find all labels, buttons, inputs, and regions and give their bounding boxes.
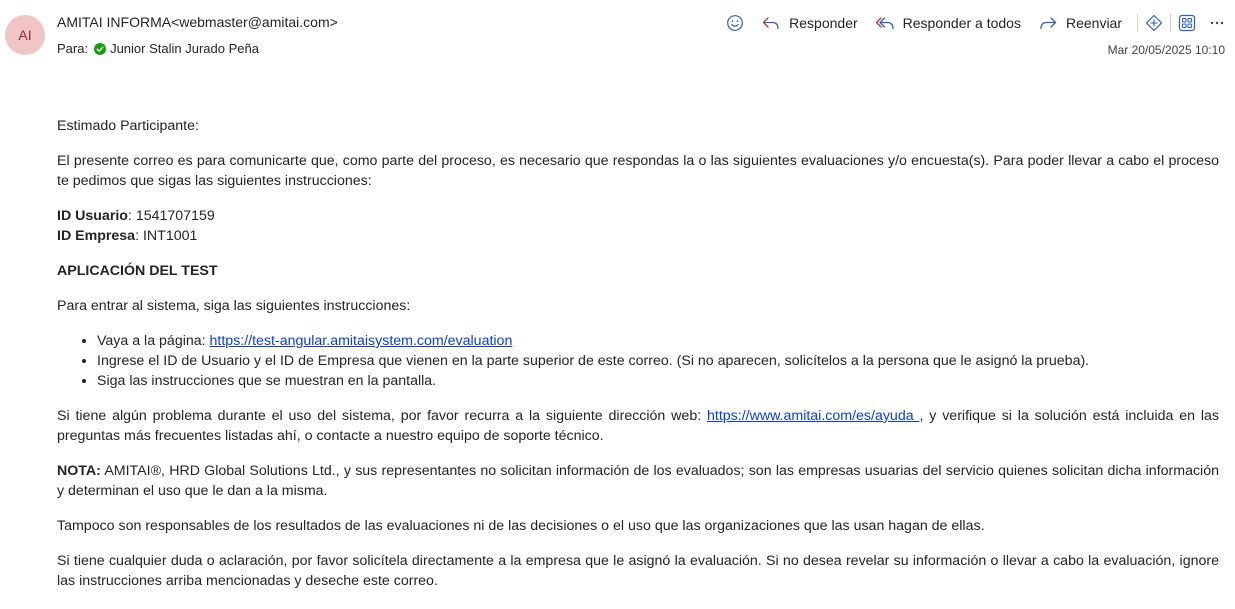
greeting: Estimado Participante: (57, 118, 199, 134)
help-link[interactable]: https://www.amitai.com/es/ayuda (707, 408, 920, 424)
list-item (97, 331, 1219, 351)
responsibility-paragraph: Tampoco son responsables de los resultados de las evaluaciones ni de las decisiones o el uso que las organizaciones que las usan hagan de ellas. (57, 518, 985, 534)
support-paragraph (57, 406, 1219, 446)
company-id-label: ID Empresa (57, 228, 136, 244)
recipient-name[interactable]: Junior Stalin Jurado Peña (110, 41, 259, 56)
instructions-intro: Para entrar al sistema, siga las siguientes instrucciones: (57, 298, 411, 314)
intro-paragraph: El presente correo es para comunicarte que, como parte del proceso, es necesario que respondas la o las siguientes evaluaciones y/o encuesta(s). Para poder llevar a cabo el proceso te pedimos que sigas las siguientes instrucciones: (57, 153, 1219, 189)
sender-avatar[interactable]: AI (5, 15, 45, 55)
sender-name[interactable]: AMITAI INFORMA<webmaster@amitai.com> (57, 14, 338, 30)
message-date: Mar 20/05/2025 10:10 (1107, 43, 1225, 57)
credentials-block (57, 206, 1219, 246)
reply-all-icon (875, 15, 895, 31)
more-actions-button[interactable] (1209, 15, 1225, 31)
to-label: Para: (57, 41, 89, 56)
email-body (57, 116, 1219, 606)
apps-button[interactable] (1178, 14, 1196, 32)
note-label: NOTA: (57, 463, 101, 479)
company-id-value: : INT1001 (135, 228, 198, 244)
section-title-text: APLICACIÓN DEL TEST (57, 263, 218, 279)
note-paragraph (57, 461, 1219, 501)
list-item: • Siga las instrucciones que se muestran en la pantalla. (97, 371, 1219, 391)
recipient-line (57, 41, 259, 56)
message-toolbar (726, 12, 1225, 34)
forward-label: Reenviar (1065, 15, 1122, 31)
emoji-reaction-button[interactable] (726, 14, 744, 32)
closing-paragraph: Si tiene cualquier duda o aclaración, por favor solicítela directamente a la empresa que le asignó la evaluación. Si no desea revelar su información o llevar a cabo la evaluación, ignore las instrucciones arriba mencionadas y deseche este correo. (57, 553, 1219, 589)
user-id-line (57, 206, 1219, 226)
list-item: • Ingrese el ID de Usuario y el ID de Empresa que vienen en la parte superior de este correo. (Si no aparecen, solicítelos a la persona que le asignó la prueba). (97, 351, 1219, 371)
copilot-button[interactable] (1145, 14, 1163, 32)
user-id-value: : 1541707159 (127, 208, 215, 224)
user-id-label: ID Usuario (57, 208, 128, 224)
emoji-icon (726, 14, 744, 32)
reply-icon (761, 15, 781, 31)
forward-button[interactable] (1038, 15, 1122, 31)
evaluation-link[interactable]: https://test-angular.amitaisystem.com/evaluation (209, 333, 513, 349)
verified-check-icon (94, 43, 106, 55)
instructions-list (57, 331, 1219, 391)
apps-icon (1178, 14, 1196, 32)
toolbar-divider (1137, 14, 1138, 32)
section-title (57, 261, 1219, 281)
reply-all-button[interactable] (875, 15, 1021, 31)
more-icon (1209, 15, 1225, 31)
reply-label: Responder (789, 15, 858, 31)
reply-button[interactable] (761, 15, 858, 31)
support-prefix: Si tiene algún problema durante el uso del sistema, por favor recurra a la siguiente dirección web: (57, 408, 708, 424)
note-text: AMITAI®, HRD Global Solutions Ltd., y sus representantes no solicitan información de los evaluados; son las empresas usuarias del servicio quienes solicitan dicha información y determinan el uso que le dan a la misma. (57, 463, 1219, 499)
copilot-icon (1145, 14, 1163, 32)
forward-icon (1038, 15, 1058, 31)
support-suffix: , y verifique si la solución está incluida en las preguntas más frecuentes listadas ahí, o contacte a nuestro equipo de soporte técnico. (57, 408, 1220, 444)
step1-prefix: Vaya a la página: (97, 333, 210, 349)
toolbar-divider (1170, 14, 1171, 32)
reply-all-label: Responder a todos (902, 15, 1021, 31)
company-id-line (57, 226, 1219, 246)
